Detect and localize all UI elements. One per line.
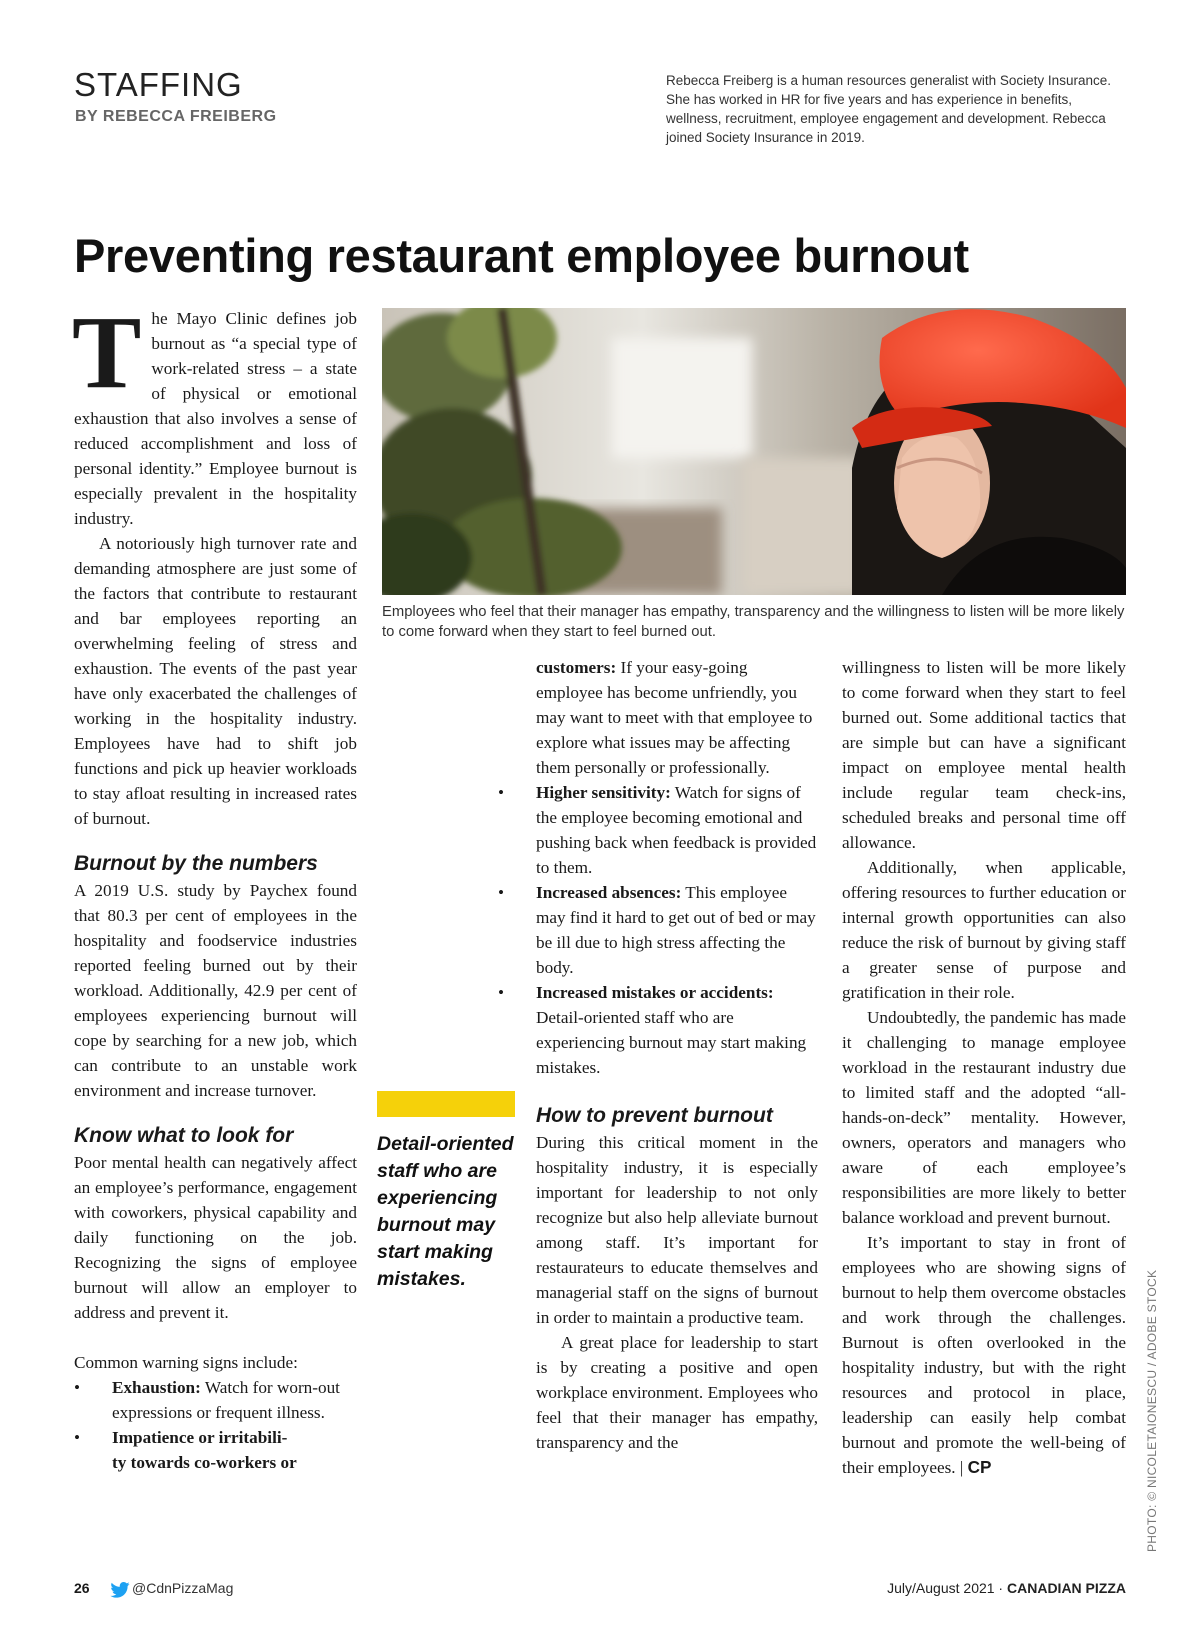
bullet-lead: Increased absences: bbox=[536, 883, 682, 902]
article-paragraph: It’s important to stay in front of employees who are showing signs of burnout to help them overcome obstacles and work through the challenges. Burnout is often overlooked in the hospitality industry, but with the right resources and protocol in place, leadership can easily help combat burnout and promote the well-being of their employees. | CP bbox=[842, 1233, 1126, 1477]
twitter-icon[interactable] bbox=[110, 1582, 130, 1598]
headline: Preventing restaurant employee burnout bbox=[74, 229, 969, 282]
photo-caption: Employees who feel that their manager has empathy, transparency and the willingness to listen will be more likely to come forward when they start to feel burned out. bbox=[382, 604, 1125, 640]
author-bio: Rebecca Freiberg is a human resources generalist with Society Insurance. She has worked in HR for five years and has experience in benefits, wellness, recruitment, employee engagement and development. Rebecca joined Society Insurance in 2019. bbox=[666, 73, 1111, 145]
bullet-text: If your easy-going employee has become unfriendly, you may want to meet with that employee to explore what issues may be affecting them personally or professionally. bbox=[536, 658, 813, 777]
article-paragraph: Additionally, when applicable, offering resources to further education or internal growth opportunities can also reduce the risk of burnout by giving staff a greater sense of purpose and gratification in their role. bbox=[842, 858, 1126, 1002]
issue-date: July/August 2021 · bbox=[887, 1580, 1007, 1596]
bullet-lead: Higher sensitivity: bbox=[536, 783, 671, 802]
article-paragraph: During this critical moment in the hospitality industry, it is especially important for leadership to not only recognize but also help alleviate burnout among staff. It’s important for restaurateurs to educate themselves and managerial staff on the signs of burnout in order to maintain a productive team. bbox=[536, 1133, 818, 1327]
subheading-numbers: Burnout by the numbers bbox=[74, 852, 318, 875]
article-paragraph: A notoriously high turnover rate and demanding atmosphere are just some of the factors that contribute to restaurant and bar employees reporting an overwhelming feeling of stress and exhaustion. The events of the past year have only exacerbated the challenges of working in the hospitality industry. Employees have had to shift job functions and pick up heavier workloads to stay afloat resulting in increased rates of burnout. bbox=[74, 534, 357, 828]
paragraph-text: It’s important to stay in front of employees who are showing signs of burnout to help them overcome obstacles and work through the challenges. Burnout is often overlooked in the hospitality industry, but with the right resources and protocol in place, leadership can easily help combat burnout and promote the well-being of their employees. bbox=[842, 1233, 1126, 1477]
article-column-3 bbox=[842, 655, 1126, 1480]
bullet-lead: ty towards co-workers or bbox=[112, 1453, 297, 1472]
bullet-item-continued bbox=[498, 655, 818, 780]
bullet-text: Watch for worn-out expressions or frequent illness. bbox=[112, 1378, 340, 1422]
bullet-text: Watch for signs of the employee becoming emotional and pushing back when feedback is provided to them. bbox=[536, 783, 817, 877]
pullquote-accent-bar bbox=[377, 1091, 515, 1117]
bullet-item bbox=[498, 880, 818, 980]
bullet-dot: • bbox=[74, 1378, 81, 1397]
article-photo bbox=[382, 308, 1126, 595]
bullet-item bbox=[498, 980, 818, 1080]
bullet-lead: Exhaustion: bbox=[112, 1378, 201, 1397]
issue-info bbox=[887, 1580, 1126, 1596]
byline: BY REBECCA FREIBERG bbox=[75, 108, 277, 125]
bullet-dot: • bbox=[498, 883, 505, 902]
bullet-text: Detail-oriented staff who are experiencing burnout may start making mistakes. bbox=[536, 1008, 807, 1077]
bullet-lead: customers: bbox=[536, 658, 617, 677]
paragraph-text: he Mayo Clinic defines job burnout as “a special type of work-related stress – a state of physical or emotional exhaustion that also involves a sense of reduced accomplishment and loss of personal identity.” Employee burnout is especially prevalent in the hospitality industry. bbox=[74, 309, 357, 528]
dropcap: T bbox=[72, 295, 142, 410]
section-label: STAFFING bbox=[74, 66, 243, 103]
article-paragraph: willingness to listen will be more likely to come forward when they start to feel burned out. Some additional tactics that are simple but can have a significant impact on employee mental health include regular team check-ins, scheduled breaks and personal time off allowance. bbox=[842, 658, 1126, 852]
bullet-dot: • bbox=[498, 983, 505, 1002]
bullet-dot: • bbox=[74, 1428, 81, 1447]
article-paragraph bbox=[72, 295, 357, 531]
photo-illustration bbox=[382, 308, 1126, 595]
subheading-look: Know what to look for bbox=[74, 1124, 294, 1147]
warning-intro: Common warning signs include: bbox=[74, 1353, 298, 1372]
article-paragraph: Undoubtedly, the pandemic has made it challenging to manage employee workload in the restaurant industry due to limited staff and the adopted “all-hands-on-deck” mentality. However, owners, operators and managers who aware of each employee’s responsibilities are more likely to better balance workload and prevent burnout. bbox=[842, 1008, 1126, 1227]
article-paragraph: A great place for leadership to start is by creating a positive and open workplace environment. Employees who feel that their manager has empathy, transparency and the bbox=[536, 1333, 818, 1452]
bullet-item bbox=[74, 1425, 357, 1475]
bullet-lead: Impatience or irritabili- bbox=[112, 1428, 288, 1447]
article-column-1 bbox=[72, 295, 357, 1475]
article-column-2 bbox=[498, 655, 818, 1455]
pullquote: Detail-oriented staff who are experiencing burnout may start making mistakes. bbox=[377, 1133, 514, 1290]
bullet-item bbox=[74, 1375, 357, 1425]
bullet-dot: • bbox=[498, 783, 505, 802]
bullet-text: This employee may find it hard to get out of bed or may be ill due to high stress affecting the body. bbox=[536, 883, 816, 977]
photo-credit: PHOTO: © NICOLETAIONESCU / ADOBE STOCK bbox=[1145, 1269, 1159, 1552]
magazine-name: CANADIAN PIZZA bbox=[1007, 1580, 1126, 1596]
page-number: 26 bbox=[74, 1580, 90, 1596]
bullet-lead: Increased mistakes or accidents: bbox=[536, 983, 774, 1002]
twitter-handle[interactable]: @CdnPizzaMag bbox=[132, 1580, 234, 1596]
article-paragraph: Poor mental health can negatively affect an employee’s performance, engagement with coworkers, physical capability and daily functioning on the job. Recognizing the signs of employee burnout will allow an employer to address and prevent it. bbox=[74, 1153, 357, 1322]
subheading-prevent: How to prevent burnout bbox=[536, 1104, 773, 1127]
article-paragraph: A 2019 U.S. study by Paychex found that 80.3 per cent of employees in the hospitality and foodservice industries reported feeling burned out by their workload. Additionally, 42.9 per cent of employees experiencing burnout will cope by searching for a new job, which can contribute to an unstable work environment and increase turnover. bbox=[74, 881, 357, 1100]
bullet-item bbox=[498, 780, 818, 880]
end-mark: CP bbox=[967, 1457, 992, 1477]
